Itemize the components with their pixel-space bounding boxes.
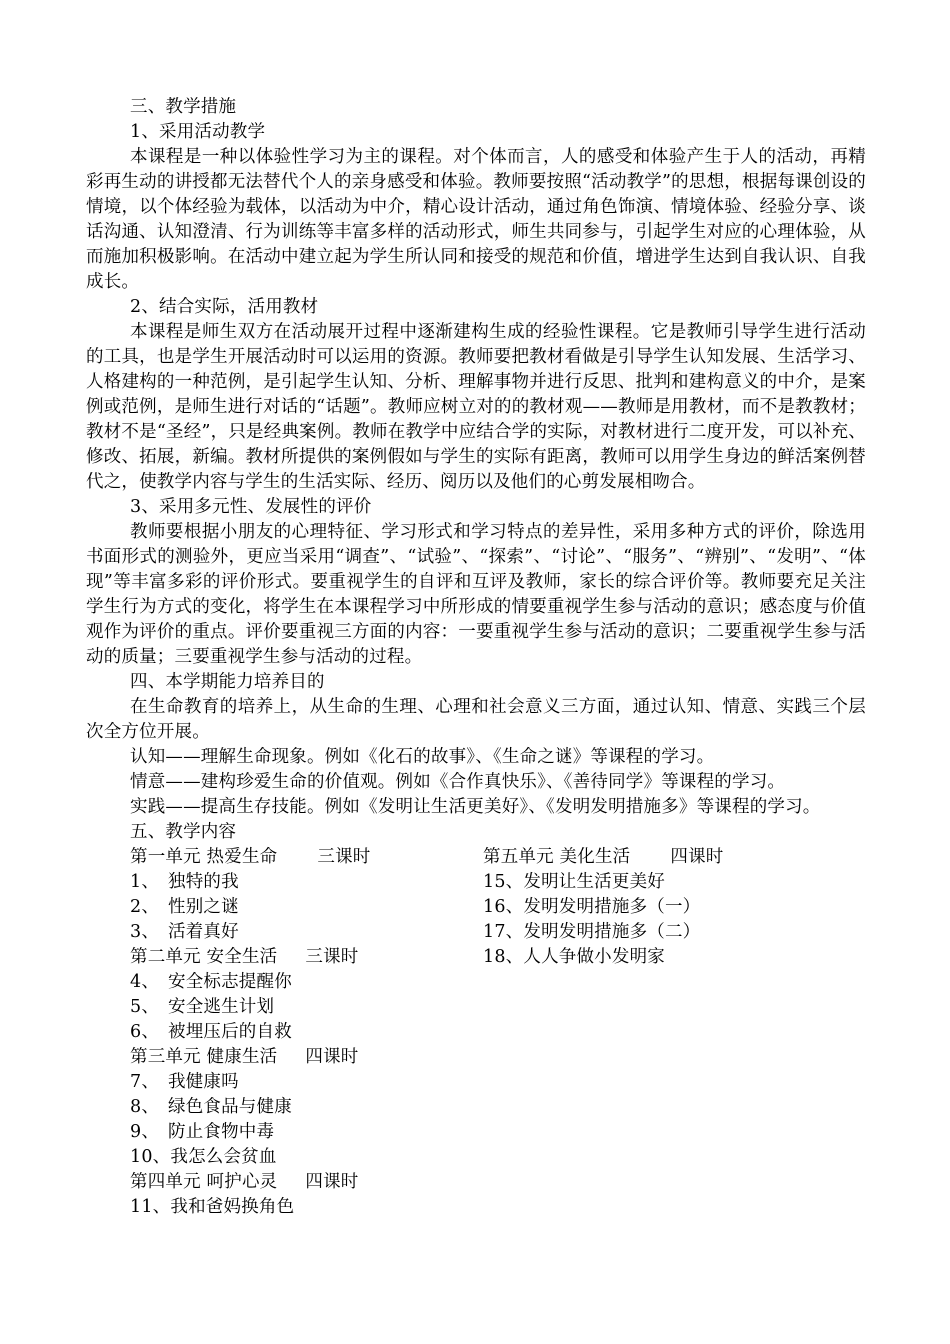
unit-5-row <box>483 845 823 870</box>
lesson-7-title: 我健康吗 <box>168 1072 239 1092</box>
lesson-1-number: 1、 <box>130 872 160 892</box>
lesson-5-number: 5、 <box>130 997 160 1017</box>
unit-3-hours: 四课时 <box>305 1047 359 1067</box>
syllabus-left-column <box>130 845 470 1220</box>
lesson-9 <box>130 1120 470 1145</box>
lesson-17: 17、发明发明措施多（二） <box>483 922 701 942</box>
unit-2-row <box>130 945 470 970</box>
subsection-2-heading: 2、结合实际，活用教材 <box>130 297 319 317</box>
lesson-18: 18、人人争做小发明家 <box>483 947 665 967</box>
lesson-6 <box>130 1020 470 1045</box>
unit-1-hours: 三课时 <box>317 847 371 867</box>
lesson-15: 15、发明让生活更美好 <box>483 872 665 892</box>
lesson-3-number: 3、 <box>130 922 160 942</box>
unit-3-name: 第三单元 健康生活 <box>130 1047 278 1067</box>
unit-1-row <box>130 845 470 870</box>
section-4-intro: 在生命教育的培养上，从生命的生理、心理和社会意义三方面，通过认知、情意、实践三个层次全方位开展。 <box>86 697 866 742</box>
goal-cognition: 认知——理解生命现象。例如《化石的故事》、《生命之谜》等课程的学习。 <box>130 747 715 767</box>
lesson-10: 10、我怎么会贫血 <box>130 1147 277 1167</box>
section-5-heading: 五、教学内容 <box>130 822 237 842</box>
subsection-3-paragraph: 教师要根据小朋友的心理特征、学习形式和学习特点的差异性，采用多种方式的评价，除选用书面形式的测验外，更应当采用“调查”、“试验”、“探索”、“讨论”、“服务”、“辨别”、“发明”、“体现”等丰富多彩的评价形式。要重视学生的自评和互评及教师，家长的综合评价等。教师要充足关注学生行为方式的变化，将学生在本课程学习中所形成的情要重视学生参与活动的意识；感态度与价值观作为评价的重点。评价要重视三方面的内容：一要重视学生参与活动的意识；二要重视学生参与活动的质量；三要重视学生参与活动的过程。 <box>86 522 866 667</box>
lesson-9-title: 防止食物中毒 <box>168 1122 275 1142</box>
lesson-8-number: 8、 <box>130 1097 160 1117</box>
lesson-11: 11、我和爸妈换角色 <box>130 1197 295 1217</box>
lesson-2-number: 2、 <box>130 897 160 917</box>
unit-3-row <box>130 1045 470 1070</box>
goal-practice: 实践——提高生存技能。例如《发明让生活更美好》、《发明发明措施多》等课程的学习。 <box>130 797 821 817</box>
lesson-5 <box>130 995 470 1020</box>
subsection-1-heading: 1、采用活动教学 <box>130 122 266 142</box>
lesson-16: 16、发明发明措施多（一） <box>483 897 701 917</box>
lesson-7-number: 7、 <box>130 1072 160 1092</box>
goal-emotion: 情意——建构珍爱生命的价值观。例如《合作真快乐》、《善待同学》等课程的学习。 <box>130 772 786 792</box>
lesson-6-title: 被埋压后的自救 <box>168 1022 292 1042</box>
lesson-8-title: 绿色食品与健康 <box>168 1097 292 1117</box>
section-3-heading: 三、教学措施 <box>130 97 237 117</box>
lesson-4-title: 安全标志提醒你 <box>168 972 292 992</box>
lesson-3 <box>130 920 470 945</box>
lesson-4 <box>130 970 470 995</box>
subsection-1-paragraph: 本课程是一种以体验性学习为主的课程。对个体而言，人的感受和体验产生于人的活动，再精彩再生动的讲授都无法替代个人的亲身感受和体验。教师要按照“活动教学”的思想，根据每课创设的情境，以个体经验为载体，以活动为中介，精心设计活动，通过角色饰演、情境体验、经验分享、谈话沟通、认知澄清、行为训练等丰富多样的活动形式，师生共同参与，引起学生对应的心理体验，从而施加积极影响。在活动中建立起为学生所认同和接受的规范和价值，增进学生达到自我认识、自我成长。 <box>86 147 866 292</box>
unit-2-name: 第二单元 安全生活 <box>130 947 278 967</box>
lesson-1-title: 独特的我 <box>168 872 239 892</box>
lesson-3-title: 活着真好 <box>168 922 239 942</box>
syllabus-right-column <box>483 845 823 970</box>
document-body <box>86 95 866 1220</box>
unit-4-hours: 四课时 <box>305 1172 359 1192</box>
lesson-5-title: 安全逃生计划 <box>168 997 275 1017</box>
lesson-4-number: 4、 <box>130 972 160 992</box>
subsection-2-paragraph: 本课程是师生双方在活动展开过程中逐渐建构生成的经验性课程。它是教师引导学生进行活动的工具，也是学生开展活动时可以运用的资源。教师要把教材看做是引导学生认知发展、生活学习、人格建构的一种范例，是引起学生认知、分析、理解事物并进行反思、批判和建构意义的中介，是案例或范例，是师生进行对话的“话题”。教师应树立对的的教材观——教师是用教材，而不是教教材；教材不是“圣经”，只是经典案例。教师在教学中应结合学的实际，对教材进行二度开发，可以补充、修改、拓展，新编。教材所提供的案例假如与学生的实际有距离，教师可以用学生身边的鲜活案例替代之，使教学内容与学生的生活实际、经历、阅历以及他们的心剪发展相吻合。 <box>86 322 866 492</box>
unit-1-name: 第一单元 热爱生命 <box>130 847 278 867</box>
unit-4-name: 第四单元 呵护心灵 <box>130 1172 278 1192</box>
lesson-2 <box>130 895 470 920</box>
lesson-8 <box>130 1095 470 1120</box>
unit-5-name: 第五单元 美化生活 <box>483 847 631 867</box>
lesson-6-number: 6、 <box>130 1022 160 1042</box>
unit-2-hours: 三课时 <box>305 947 359 967</box>
lesson-2-title: 性别之谜 <box>168 897 239 917</box>
lesson-9-number: 9、 <box>130 1122 160 1142</box>
subsection-3-heading: 3、采用多元性、发展性的评价 <box>130 497 372 517</box>
lesson-7 <box>130 1070 470 1095</box>
unit-4-row <box>130 1170 470 1195</box>
syllabus-table <box>86 845 866 1220</box>
unit-5-hours: 四课时 <box>670 847 724 867</box>
section-4-heading: 四、本学期能力培养目的 <box>130 672 325 692</box>
lesson-1 <box>130 870 470 895</box>
